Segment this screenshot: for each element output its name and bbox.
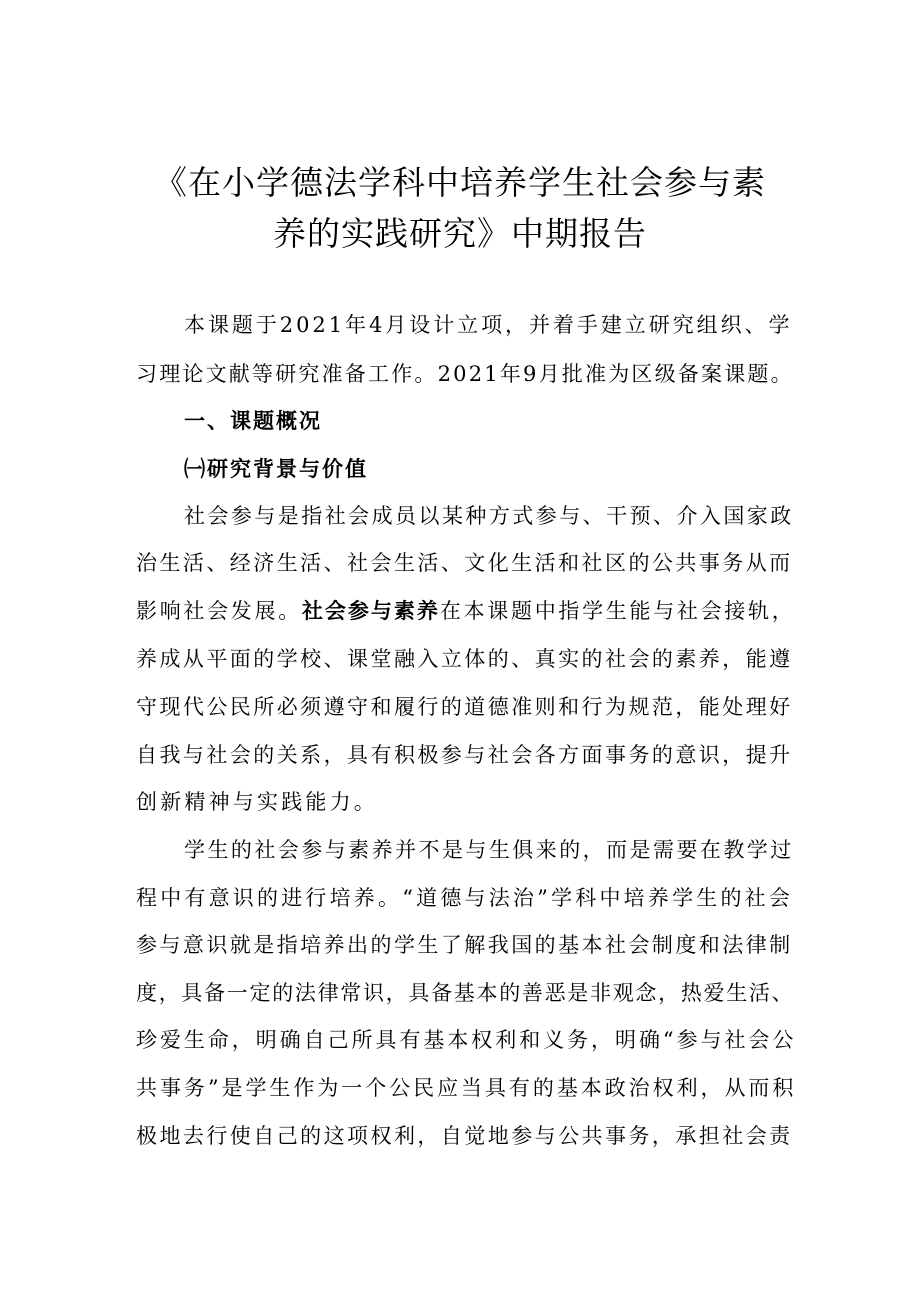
document-title-line-2: 养的实践研究》中期报告	[273, 214, 647, 253]
paragraph-1-line-3-text: 影响社会发展。	[136, 599, 302, 623]
subsection-heading: ㈠研究背景与价值	[184, 457, 368, 481]
paragraph-1-line-3-rest: 在本课题中指学生能与社会接轨，	[439, 599, 796, 623]
paragraph-1-line-3	[136, 596, 796, 626]
document-title-line-1: 《在小学德法学科中培养学生社会参与素	[154, 163, 766, 202]
paragraph-2-line-7: 极地去行使自己的这项权利，自觉地参与公共事务，承担社会责	[136, 1124, 793, 1148]
intro-line-2: 习理论文献等研究准备工作。2021年9月批准为区级备案课题。	[136, 362, 794, 386]
paragraph-2-line-5: 珍爱生命，明确自己所具有基本权利和义务，明确“参与社会公	[136, 1028, 797, 1052]
paragraph-2-line-4: 度，具备一定的法律常识，具备基本的善恶是非观念，热爱生活、	[136, 981, 795, 1005]
paragraph-2-line-1: 学生的社会参与素养并不是与生俱来的，而是需要在教学过	[184, 838, 794, 862]
paragraph-1-line-5: 守现代公民所必须遵守和履行的道德准则和行为规范，能处理好	[136, 695, 793, 719]
paragraph-2-line-3: 参与意识就是指培养出的学生了解我国的基本社会制度和法律制	[136, 933, 793, 957]
paragraph-2-line-6: 共事务”是学生作为一个公民应当具有的基本政治权利，从而积	[136, 1076, 797, 1100]
paragraph-1-line-2: 治生活、经济生活、社会生活、文化生活和社区的公共事务从而	[136, 551, 793, 575]
key-term-bold: 社会参与素养	[301, 599, 440, 623]
paragraph-2-line-2: 程中有意识的进行培养。“道德与法治”学科中培养学生的社会	[136, 886, 794, 910]
paragraph-1-line-7: 创新精神与实践能力。	[136, 790, 378, 814]
paragraph-1-line-6: 自我与社会的关系，具有积极参与社会各方面事务的意识，提升	[136, 743, 793, 767]
section-heading: 一、课题概况	[184, 409, 322, 433]
paragraph-1-line-1: 社会参与是指社会成员以某种方式参与、干预、介入国家政	[184, 504, 794, 528]
intro-line-1: 本课题于2021年4月设计立项，并着手建立研究组织、学	[184, 313, 793, 337]
paragraph-1-line-4: 养成从平面的学校、课堂融入立体的、真实的社会的素养，能遵	[136, 647, 793, 671]
